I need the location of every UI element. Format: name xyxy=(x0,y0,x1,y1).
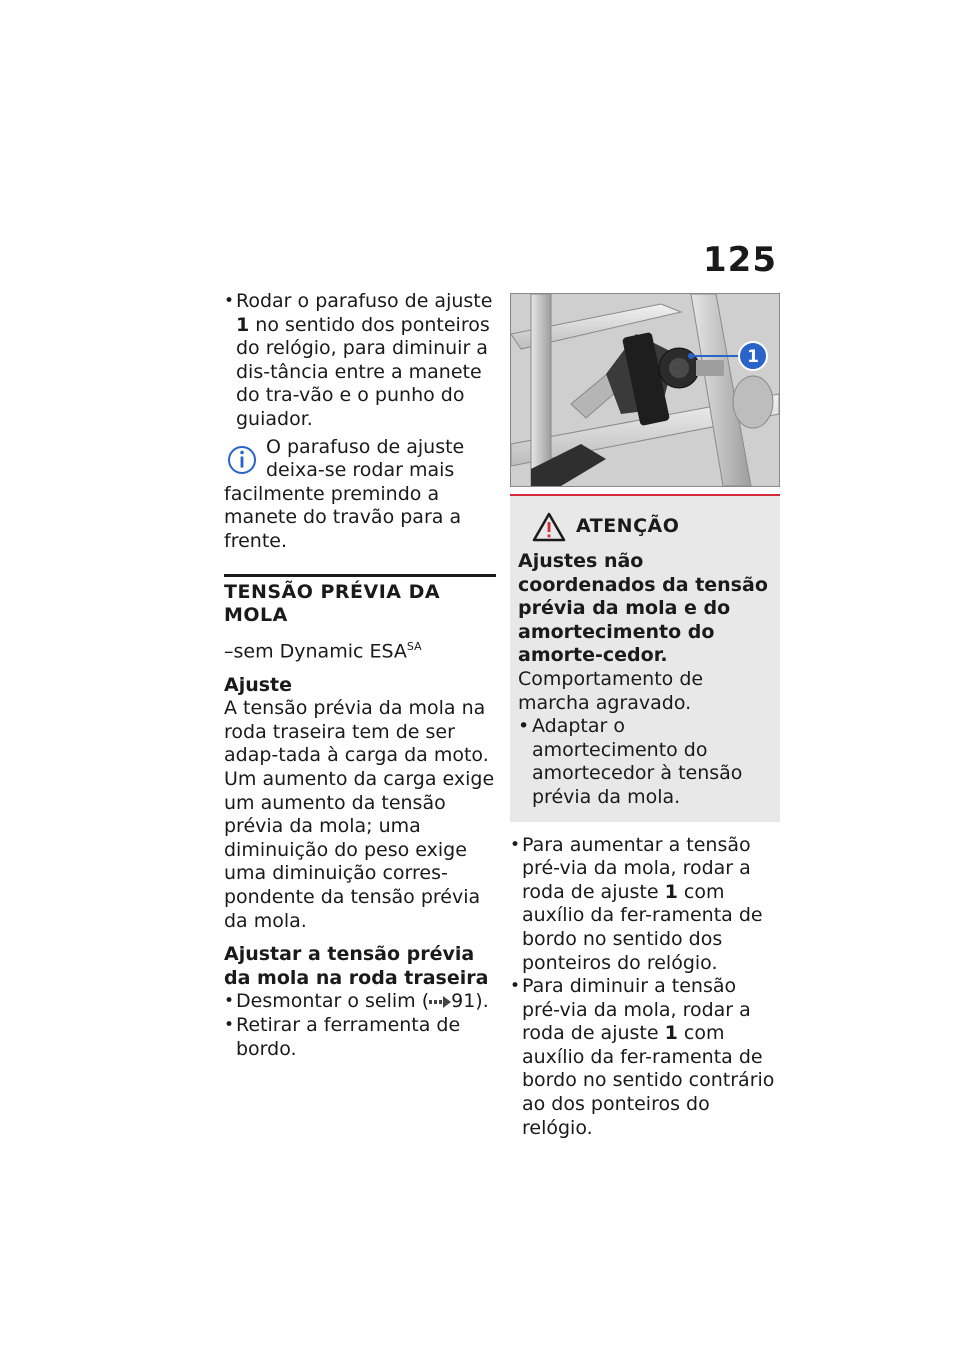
reference-number: 1 xyxy=(664,880,678,903)
info-text: O parafuso de ajuste deixa-se rodar mais facilmente premindo a manete do travão para a frente. xyxy=(224,435,465,552)
step-rotate-adjuster xyxy=(224,290,496,432)
reference-number: 1 xyxy=(664,1022,678,1045)
section-subtitle xyxy=(224,635,496,664)
section-title: TENSÃO PRÉVIA DA MOLA xyxy=(224,574,496,628)
page-reference[interactable]: 91 xyxy=(451,990,476,1013)
warning-consequence: Comportamento de marcha agravado. xyxy=(518,667,704,714)
right-column xyxy=(510,293,780,1140)
warning-action: • Adaptar o amortecimento do amortecedor à tensão prévia da mola. xyxy=(518,715,772,809)
callout-number: 1 xyxy=(747,347,759,367)
warning-triangle-icon xyxy=(532,512,566,542)
illustration-spring-preload-adjuster xyxy=(510,293,780,487)
right-steps xyxy=(510,834,780,1141)
step-increase-preload xyxy=(510,834,780,976)
step-text: Para aumentar a tensão pré-via da mola, rodar a roda de ajuste xyxy=(522,833,751,903)
step-text: Rodar o parafuso de ajuste xyxy=(236,290,493,312)
reference-number: 1 xyxy=(236,313,250,336)
subtitle-text: –sem Dynamic ESA xyxy=(224,640,407,663)
subtitle-sup: SA xyxy=(406,639,422,653)
ajustar-heading: Ajustar a tensão prévia da mola na roda traseira xyxy=(224,943,489,989)
step-text-cont: no sentido dos ponteiros do relógio, para diminuir a dis-tância entre a manete do tra-vão e o punho do guiador. xyxy=(236,313,490,430)
page-number: 125 xyxy=(703,240,777,280)
step-text: Desmontar o selim ( xyxy=(236,990,430,1013)
info-note xyxy=(224,436,496,554)
left-column xyxy=(224,290,496,1061)
ajuste-heading: Ajuste xyxy=(224,673,293,696)
step-remove-seat xyxy=(224,990,496,1014)
step-decrease-preload xyxy=(510,975,780,1140)
ajuste-text: A tensão prévia da mola na roda traseira tem de ser adap-tada à carga da moto. Um aumento da carga exige um aumento da tensão prévia da mola; uma diminuição do peso exige uma diminuição corres-pondente da tensão prévia da mola. xyxy=(224,697,495,932)
page-reference-arrow-icon xyxy=(429,996,451,1008)
step-text: Para diminuir a tensão pré-via da mola, rodar a roda de ajuste xyxy=(522,975,751,1045)
illustration-drawing xyxy=(511,294,779,486)
step-text-cont: com auxílio da fer-ramenta de bordo no sentido contrário ao dos ponteiros do relógio. xyxy=(522,1022,775,1139)
warning-title: ATENÇÃO xyxy=(576,515,680,538)
warning-bold-text: Ajustes não coordenados da tensão prévia da mola e do amortecimento do amorte-cedor. xyxy=(518,550,768,667)
warning-box xyxy=(510,494,780,822)
info-icon xyxy=(226,436,262,482)
step-remove-toolkit: • Retirar a ferramenta de bordo. xyxy=(224,1014,496,1061)
step-text-cont: com auxílio da fer-ramenta de bordo no sentido dos ponteiros do relógio. xyxy=(522,880,763,974)
step-text-cont: ). xyxy=(475,990,489,1013)
warning-header xyxy=(532,512,772,542)
